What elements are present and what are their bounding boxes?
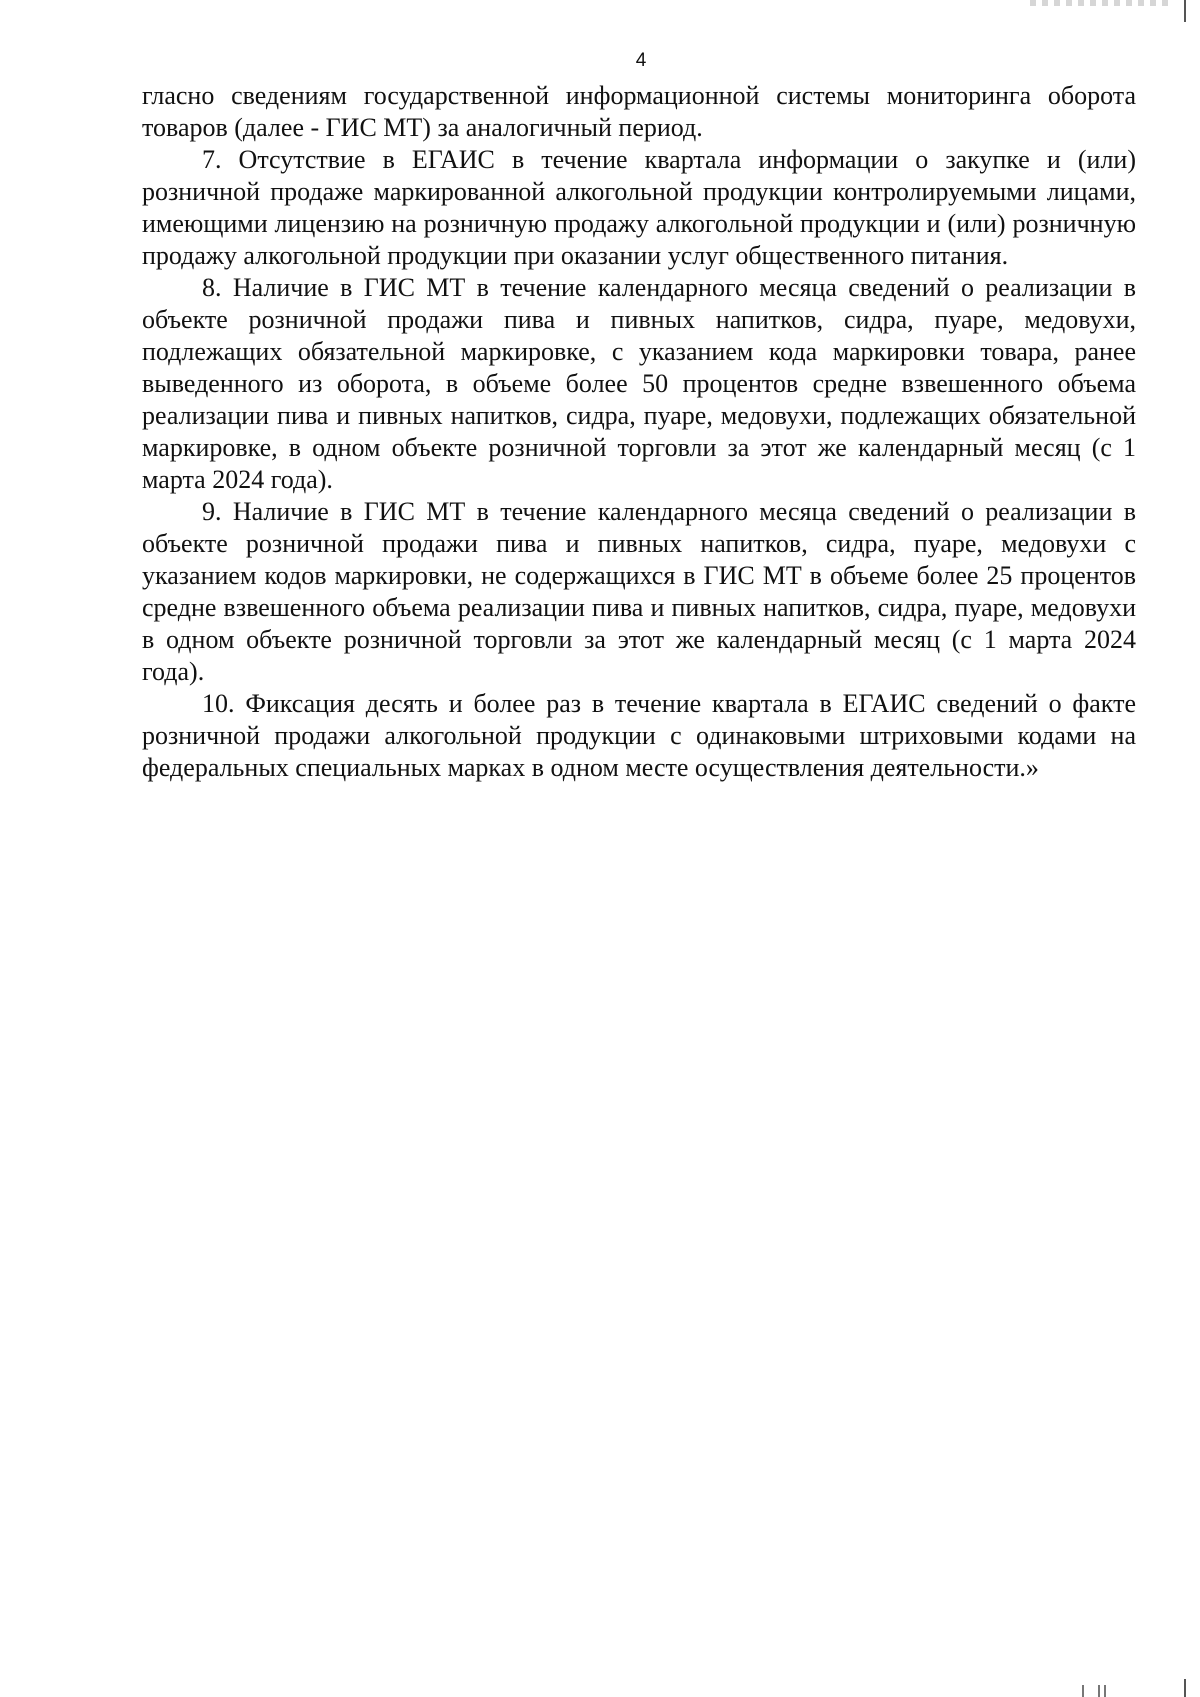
scan-artifact (1104, 1685, 1106, 1697)
page-number: 4 (635, 50, 647, 71)
paragraph-item-7: 7. Отсутствие в ЕГАИС в течение квартала информации о закупке и (или) розничной продаже маркированной алкогольной продукции контролируемыми лицами, имеющими лицензию на розничную продажу алкогольной продукции и (или) розничную продажу алкогольной продукции при оказании услуг общественного питания. (142, 145, 1136, 270)
scan-artifact (1082, 1685, 1084, 1697)
scan-artifact (1030, 0, 1170, 6)
scan-artifact (1098, 1685, 1100, 1697)
paragraph-continuation: гласно сведениям государственной информационной системы мониторинга оборота товаров (далее - ГИС МТ) за аналогичный период. (142, 81, 1136, 142)
paragraph-item-8: 8. Наличие в ГИС МТ в течение календарного месяца сведений о реализации в объекте розничной продажи пива и пивных напитков, сидра, пуаре, медовухи, подлежащих обязательной маркировке, с указанием кода маркировки товара, ранее выведенного из оборота, в объеме более 50 процентов средне взвешенного объема реализации пива и пивных напитков, сидра, пуаре, медовухи, подлежащих обязательной маркировке, в одном объекте розничной торговли за этот же календарный месяц (с 1 марта 2024 года). (142, 273, 1136, 494)
scan-artifact (1184, 1679, 1186, 1697)
scan-artifact (1184, 0, 1186, 22)
paragraph-item-10: 10. Фиксация десять и более раз в течение квартала в ЕГАИС сведений о факте розничной продажи алкогольной продукции с одинаковыми штриховыми кодами на федеральных специальных марках в одном месте осуществления деятельности.» (142, 689, 1136, 782)
document-body (142, 80, 1136, 784)
paragraph-item-9: 9. Наличие в ГИС МТ в течение календарного месяца сведений о реализации в объекте розничной продажи пива и пивных напитков, сидра, пуаре, медовухи с указанием кодов маркировки, не содержащихся в ГИС МТ в объеме более 25 процентов средне взвешенного объема реализации пива и пивных напитков, сидра, пуаре, медовухи в одном объекте розничной торговли за этот же календарный месяц (с 1 марта 2024 года). (142, 497, 1136, 686)
